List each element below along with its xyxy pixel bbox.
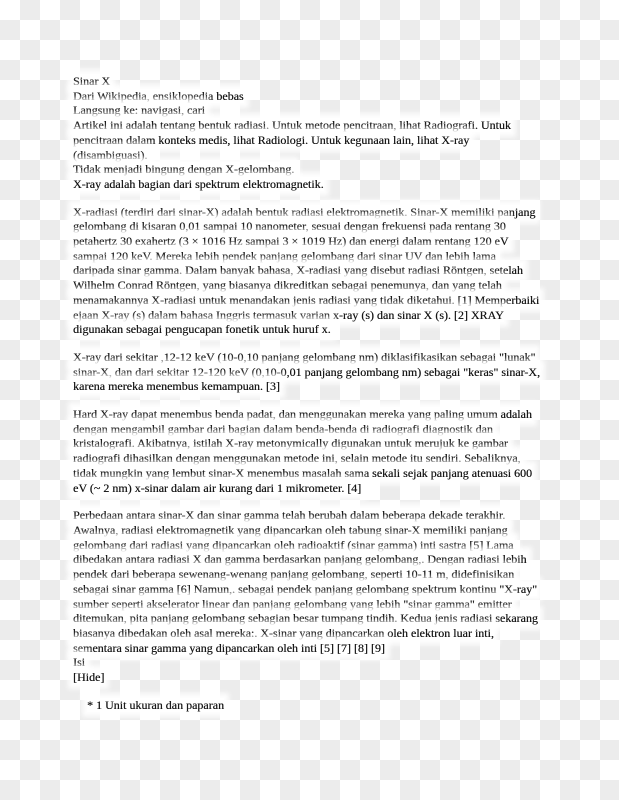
paragraph-line: Hard X-ray dapat menembus benda padat, dan menggunakan mereka yang paling umum adalah xyxy=(73,407,532,422)
jump-links-line: Langsung ke: navigasi, cari xyxy=(73,103,205,118)
paragraph-line: ejaan X-ray (s) dalam bahasa Inggris termasuk varian x-ray (s) dan sinar X (s). [2] XRAY xyxy=(73,307,504,322)
paragraph-line: sinar-X, dan dari sekitar 12-120 keV (0,10-0,01 panjang gelombang nm) sebagai "keras" sinar-X, xyxy=(73,364,540,379)
paragraph-line: gelombang di kisaran 0,01 sampai 10 nanometer, sesuai dengan frekuensi pada rentang 30 xyxy=(73,219,506,234)
paragraph-1 xyxy=(73,205,548,337)
paragraph-line: digunakan sebagai pengucapan fonetik untuk huruf x. xyxy=(73,322,331,337)
hatnote-line-3: (disambiguasi). xyxy=(73,147,148,162)
paragraph-line: dibedakan antara radiasi X dan gamma berdasarkan panjang gelombang,. Dengan radiasi lebih xyxy=(73,552,527,567)
paragraph-line: tidak mungkin yang lembut sinar-X menembus masalah sama sekali sejak panjang atenuasi 600 xyxy=(73,465,532,480)
toc-heading: Isi xyxy=(73,655,85,670)
paragraph-line: X-radiasi (terdiri dari sinar-X) adalah bentuk radiasi elektromagnetik. Sinar-X memiliki panjang xyxy=(73,204,536,219)
paragraph-3 xyxy=(73,407,548,495)
spectrum-note-line: X-ray adalah bagian dari spektrum elektromagnetik. xyxy=(73,176,324,191)
paragraph-2 xyxy=(73,350,548,394)
paragraph-line: dengan mengambil gambar dari bagian dalam benda-benda di radiografi diagnostik dan xyxy=(73,421,493,436)
paragraph-line: biasanya dibedakan oleh asal mereka:. X-sinar yang dipancarkan oleh elektron luar inti, xyxy=(73,625,494,640)
hatnote-line-1: Artikel ini adalah tentang bentuk radiasi. Untuk metode pencitraan, lihat Radiografi. Untuk xyxy=(73,118,511,133)
paragraph-line: Perbedaan antara sinar-X dan sinar gamma telah berubah dalam beberapa dekade terakhir. xyxy=(73,508,506,523)
article-source-line: Dari Wikipedia, ensiklopedia bebas xyxy=(73,88,244,103)
toc-list xyxy=(73,698,548,713)
paragraph-4 xyxy=(73,508,548,655)
paragraph-line: menamakannya X-radiasi untuk menandakan jenis radiasi yang tidak diketahui. [1] Memperbaiki xyxy=(73,292,540,307)
paragraph-line: karena mereka menembus kemampuan. [3] xyxy=(73,379,280,394)
paragraph-line: sampai 120 keV. Mereka lebih pendek panjang gelombang dari sinar UV dan lebih lama xyxy=(73,248,496,263)
paragraph-line: daripada sinar gamma. Dalam banyak bahasa, X-radiasi yang disebut radiasi Röntgen, setelah xyxy=(73,263,523,278)
paragraph-line: petahertz 30 exahertz (3 × 1016 Hz sampai 3 × 1019 Hz) dan energi dalam rentang 120 eV xyxy=(73,234,509,249)
article-title-line: Sinar X xyxy=(73,74,110,88)
paragraph-line: gelombang dari radiasi yang dipancarkan oleh radioaktif (sinar gamma) inti sastra [5] Lama xyxy=(73,537,514,552)
distinguish-note-line: Tidak menjadi bingung dengan X-gelombang. xyxy=(73,162,295,177)
article-header xyxy=(73,74,548,192)
paragraph-line: eV (~ 2 nm) x-sinar dalam air kurang dari 1 mikrometer. [4] xyxy=(73,480,362,495)
paragraph-line: sebagai sinar gamma [6] Namun,. sebagai pendek panjang gelombang spektrum kontinu "X-ray" xyxy=(73,581,537,596)
paragraph-line: sumber seperti akselerator linear dan panjang gelombang yang lebih "sinar gamma" emitter xyxy=(73,596,512,611)
document-text-block xyxy=(60,73,560,723)
paragraph-line: radiografi dihasilkan dengan menggunakan metode ini, selain metode itu sendiri. Sebaliknya, xyxy=(73,451,521,466)
hatnote-line-2: pencitraan dalam konteks medis, lihat Radiologi. Untuk kegunaan lain, lihat X-ray xyxy=(73,132,470,147)
paragraph-line: Wilhelm Conrad Röntgen, yang biasanya dikreditkan sebagai penemunya, dan yang telah xyxy=(73,278,502,293)
toc-hide-toggle[interactable]: [Hide] xyxy=(73,670,105,685)
toc-header xyxy=(73,655,548,684)
paragraph-line: X-ray dari sekitar ,12-12 keV (10-0,10 panjang gelombang nm) diklasifikasikan sebagai "lunak" xyxy=(73,349,536,364)
paragraph-line: pendek dari beberapa sewenang-wenang panjang gelombang, seperti 10-11 m, didefinisikan xyxy=(73,567,515,582)
paragraph-line: kristalografi. Akibatnya, istilah X-ray metonymically digunakan untuk merujuk ke gambar xyxy=(73,436,508,451)
toc-item-units[interactable]: * 1 Unit ukuran dan paparan xyxy=(87,697,224,712)
paragraph-line: Awalnya, radiasi elektromagnetik yang dipancarkan oleh tabung sinar-X memiliki panjang xyxy=(73,522,508,537)
paragraph-line: sementara sinar gamma yang dipancarkan oleh inti [5] [7] [8] [9] xyxy=(73,640,385,655)
paragraph-line: ditemukan, pita panjang gelombang sebagian besar tumpang tindih. Kedua jenis radiasi sekarang xyxy=(73,611,538,626)
